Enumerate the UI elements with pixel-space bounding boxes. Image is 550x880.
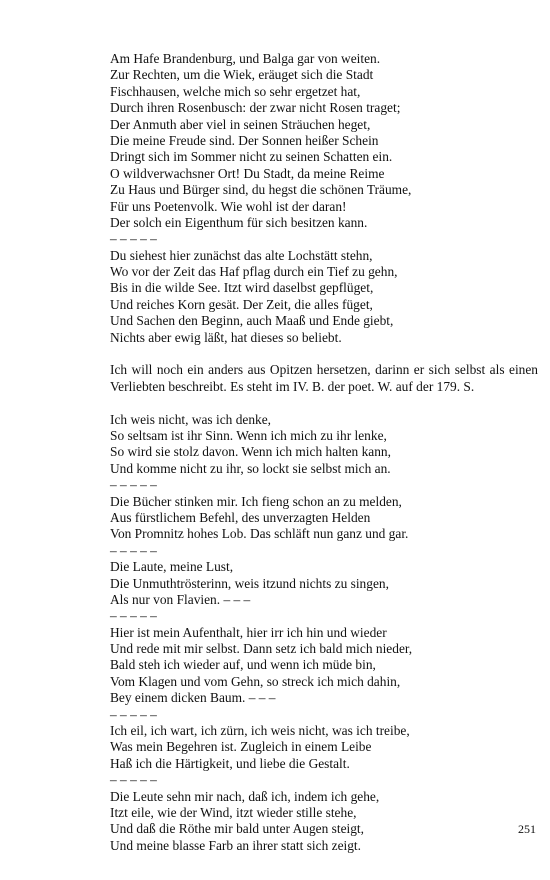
verse-line: Die meine Freude sind. Der Sonnen heißer Schein [110,132,379,148]
ellipsis-dashes: – – – – – [110,542,157,558]
verse-line: Und meine blasse Farb an ihrer statt sich zeigt. [110,837,362,853]
verse-line: Dringt sich im Sommer nicht zu seinen Schatten ein. [110,149,393,165]
verse-line: Und Sachen den Beginn, auch Maaß und Ende giebt, [110,313,394,329]
verse-line: Die Laute, meine Lust, [110,559,234,575]
verse-line: Vom Klagen und vom Gehn, so streck ich mich dahin, [110,673,401,689]
ellipsis-dashes: – – – – – [110,772,157,788]
verse-line: So seltsam ist ihr Sinn. Wenn ich mich zu ihr lenke, [110,428,387,444]
verse-line: Am Hafe Brandenburg, und Balga gar von weiten. [110,51,381,66]
verse-line: Als nur von Flavien. – – – [110,591,251,607]
verse-line: Haß ich die Härtigkeit, und liebe die Gestalt. [110,755,350,771]
verse-line: O wildverwachsner Ort! Du Stadt, da meine Reime [110,165,385,181]
verse-line: Der Anmuth aber viel in seinen Sträuchen heget, [110,116,371,132]
blank-line [110,346,540,362]
verse-line: Itzt eile, wie der Wind, itzt wieder stille stehe, [110,805,357,820]
ellipsis-dashes: – – – – – [110,231,157,247]
verse-line: Ich eil, ich wart, ich zürn, ich weis nicht, was ich treibe, [110,723,410,739]
verse-line: Die Bücher stinken mir. Ich fieng schon an zu melden, [110,493,402,509]
verse-line: Aus fürstlichem Befehl, des unverzagten Helden [110,509,371,525]
verse-line: Und reiches Korn gesät. Der Zeit, die alles füget, [110,296,373,312]
verse-line: Und rede mit mir selbst. Dann setz ich bald mich nieder, [110,641,413,657]
blank-line [110,395,540,411]
verse-line: Die Unmuthtrösterinn, weis itzund nichts zu singen, [110,575,389,591]
verse-block-1 [110,51,540,346]
ellipsis-dashes: – – – – – [110,477,157,493]
verse-line: Fischhausen, welche mich so sehr ergetzet hat, [110,83,361,99]
verse-line: Durch ihren Rosenbusch: der zwar nicht Rosen traget; [110,100,401,116]
verse-line: Bey einem dicken Baum. – – – [110,690,276,706]
verse-line: Hier ist mein Aufenthalt, hier irr ich hin und wieder [110,624,387,640]
verse-line: So wird sie stolz davon. Wenn ich mich halten kann, [110,444,391,460]
verse-line: Zu Haus und Bürger sind, du hegst die schönen Träume, [110,182,412,198]
verse-line: Zur Rechten, um die Wiek, eräuget sich die Stadt [110,67,374,83]
verse-line: Und komme nicht zu ihr, so lockt sie selbst mich an. [110,460,391,476]
verse-line: Für uns Poetenvolk. Wie wohl ist der daran! [110,198,347,214]
page-text [110,51,540,854]
verse-line: Ich weis nicht, was ich denke, [110,411,272,427]
page-number: 251 [518,822,536,836]
verse-block-2 [110,412,540,855]
verse-line: Du siehest hier zunächst das alte Lochstätt stehn, [110,247,373,263]
ellipsis-dashes: – – – – – [110,706,157,722]
verse-line: Die Leute sehn mir nach, daß ich, indem ich gehe, [110,788,380,804]
verse-line: Und daß die Röthe mir bald unter Augen steigt, [110,821,365,837]
verse-line: Was mein Begehren ist. Zugleich in einem Leibe [110,739,372,755]
ellipsis-dashes: – – – – – [110,608,157,624]
verse-line: Der solch ein Eigenthum für sich besitzen kann. [110,214,368,230]
verse-line: Bald steh ich wieder auf, und wenn ich müde bin, [110,657,376,673]
verse-line: Bis in die wilde See. Itzt wird daselbst gepflüget, [110,280,374,296]
verse-line: Nichts aber ewig läßt, hat dieses so beliebt. [110,329,342,345]
prose-paragraph: Ich will noch ein anders aus Opitzen hersetzen, darinn er sich selbst als einen Verliebten beschreibt. Es steht im IV. B. der poet. W. auf der 179. S. [110,362,538,394]
verse-line: Von Promnitz hohes Lob. Das schläft nun ganz und gar. [110,526,409,542]
verse-line: Wo vor der Zeit das Haf pflag durch ein Tief zu gehn, [110,264,398,280]
